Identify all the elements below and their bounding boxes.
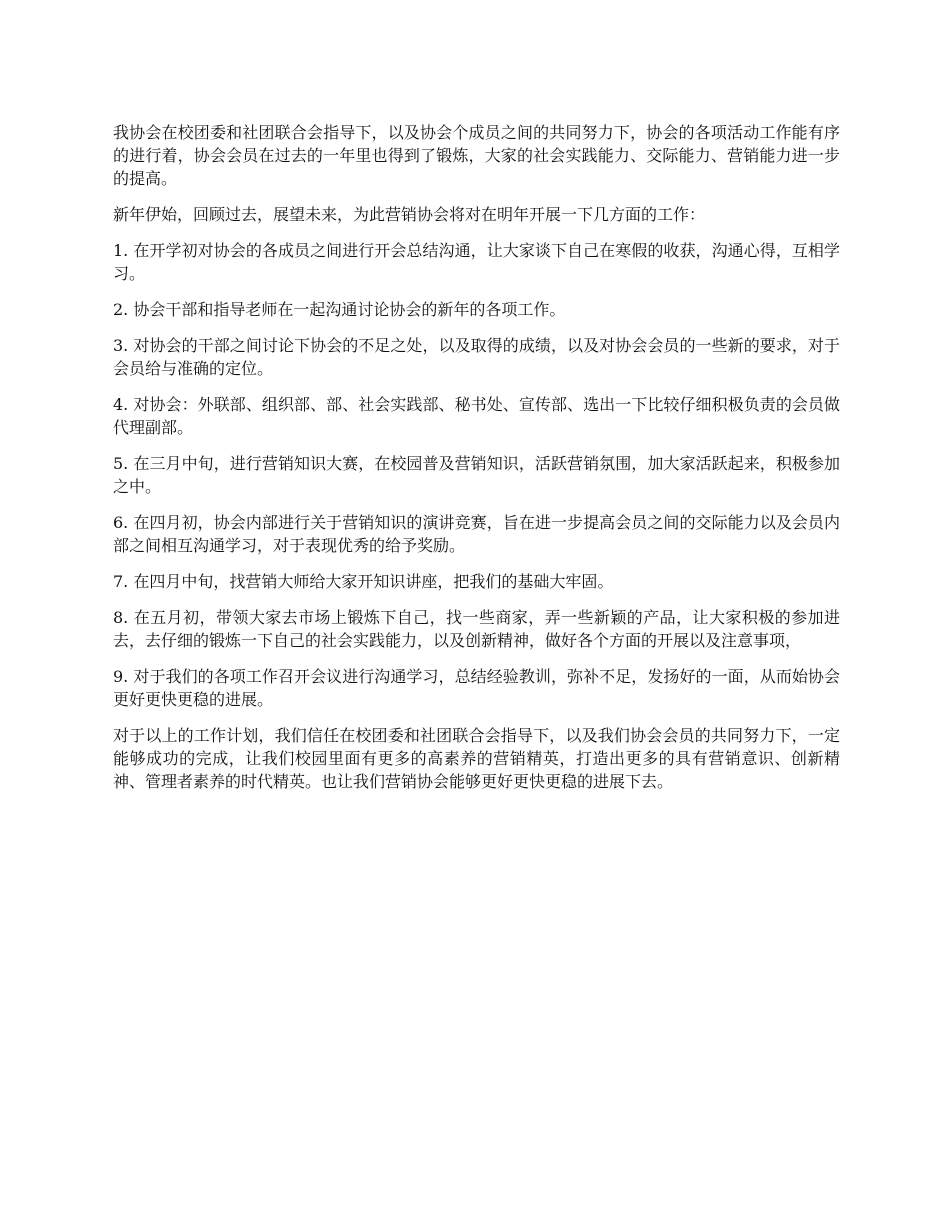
plan-item-1: 1. 在开学初对协会的各成员之间进行开会总结沟通，让大家谈下自己在寒假的收获，沟通心得，互相学习。	[113, 241, 840, 283]
preface-paragraph: 新年伊始，回顾过去，展望未来，为此营销协会将对在明年开展一下几方面的工作：	[113, 205, 706, 224]
intro-paragraph: 我协会在校团委和社团联合会指导下，以及协会个成员之间的共同努力下，协会的各项活动工作能有序的进行着，协会会员在过去的一年里也得到了锻炼，大家的社会实践能力、交际能力、营销能力进一步的提高。	[113, 123, 840, 188]
closing-paragraph: 对于以上的工作计划，我们信任在校团委和社团联合会指导下，以及我们协会会员的共同努力下，一定能够成功的完成，让我们校园里面有更多的高素养的营销精英，打造出更多的具有营销意识、创新精神、管理者素养的时代精英。也让我们营销协会能够更好更快更稳的进展下去。	[113, 726, 840, 791]
plan-item-2: 2. 协会干部和指导老师在一起沟通讨论协会的新年的各项工作。	[113, 300, 566, 319]
plan-item-5: 5. 在三月中旬，进行营销知识大赛，在校园普及营销知识，活跃营销氛围，加大家活跃起来，积极参加之中。	[113, 454, 840, 496]
document-body	[113, 121, 840, 806]
plan-item-6: 6. 在四月初，协会内部进行关于营销知识的演讲竞赛，旨在进一步提高会员之间的交际能力以及会员内部之间相互沟通学习，对于表现优秀的给予奖励。	[113, 513, 840, 555]
plan-item-7: 7. 在四月中旬，找营销大师给大家开知识讲座，把我们的基础大牢固。	[113, 572, 614, 591]
plan-item-9: 9. 对于我们的各项工作召开会议进行沟通学习，总结经验教训，弥补不足，发扬好的一面，从而始协会更好更快更稳的进展。	[113, 667, 840, 709]
plan-item-8: 8. 在五月初，带领大家去市场上锻炼下自己，找一些商家，弄一些新颖的产品，让大家积极的参加进去，去仔细的锻炼一下自己的社会实践能力，以及创新精神，做好各个方面的开展以及注意事项，	[113, 608, 840, 650]
plan-item-4: 4. 对协会：外联部、组织部、部、社会实践部、秘书处、宣传部、选出一下比较仔细积极负责的会员做代理副部。	[113, 395, 840, 437]
plan-item-3: 3. 对协会的干部之间讨论下协会的不足之处，以及取得的成绩，以及对协会会员的一些新的要求，对于会员给与准确的定位。	[113, 336, 840, 378]
